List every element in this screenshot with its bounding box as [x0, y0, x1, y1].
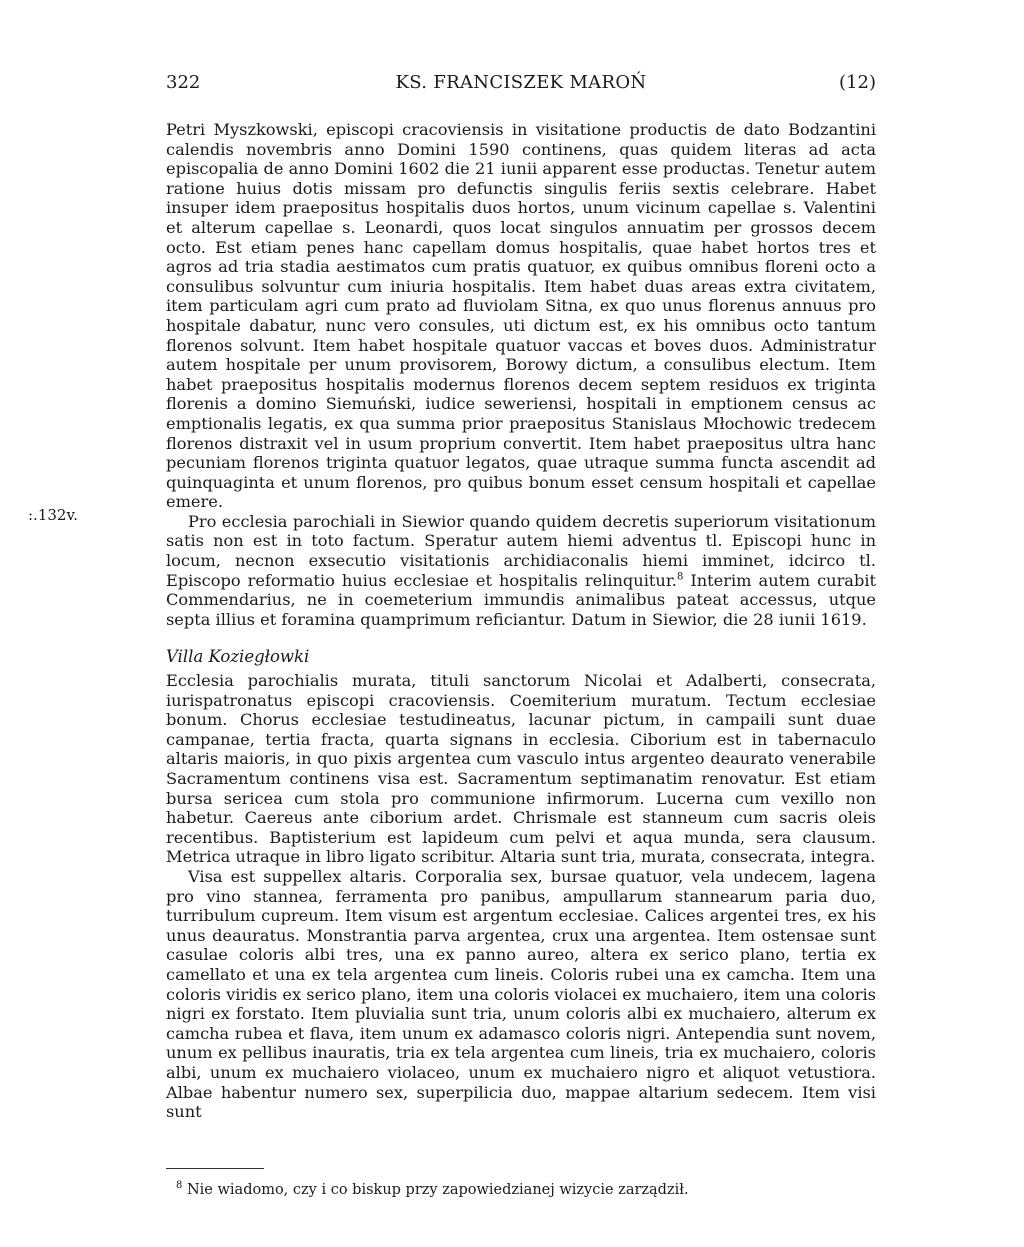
main-text	[166, 120, 876, 1122]
paragraph-continuation: Petri Myszkowski, episcopi cracoviensis in visitatione productis de dato Bodzantini calendis novembris anno Domini 1590 continens, quas quidem literas ad acta episcopalia de anno Domini 1602 die 21 iunii apparent esse productas. Tenetur autem ratione huius dotis missam pro defunctis singulis feriis sextis celebrare. Habet insuper idem praepositus hospitalis duos hortos, unum vicinum capellae s. Valentini et alterum capellae s. Leonardi, quos locat singulos annuatim per grossos decem octo. Est etiam penes hanc capellam domus hospitalis, quae habet hortos tres et agros ad tria stadia aestimatos cum pratis quatuor, ex quibus omnibus floreni octo a consulibus solvuntur cum iniuria hospitalis. Item habet duas areas extra civitatem, item particulam agri cum prato ad fluviolam Sitna, ex quo unus florenus annuus pro hospitale dabatur, nunc vero consules, uti dictum est, ex his omnibus octo tantum florenos solvunt. Item habet hospitale quatuor vaccas et boves duos. Administratur autem hospitale per unum provisorem, Borowy dictum, a consulibus electum. Item habet praepositus hospitalis modernus florenos decem septem residuos ex triginta florenis a domino Siemuński, iudice seweriensi, hospitali in emptionem census ac emptionalis legatis, ex qua summa prior praepositus Stanislaus Młochowic tredecem florenos distraxit vel in usum proprium convertit. Item habet praepositus ultra hanc pecuniam florenos triginta quatuor legatos, quae utraque summa functa ascendit ad quinquaginta et unum florenos, pro quibus bonum esset censum hospitali et capellae emere.	[166, 120, 876, 512]
running-head-title: KS. FRANCISZEK MAROŃ	[395, 72, 647, 93]
section-number: (12)	[839, 72, 876, 93]
folio-margin-note: :.132v.	[28, 506, 78, 524]
running-header	[166, 72, 876, 102]
paragraph-suppellex: Visa est suppellex altaris. Corporalia sex, bursae quatuor, vela undecem, lagena pro vino stannea, ferramenta pro panibus, ampullarum stannearum paria duo, turribulum cupreum. Item visum est argentum ecclesiae. Calices argentei tres, ex his unus deauratus. Monstrantia parva argentea, crux una argentea. Item ostensae sunt casulae coloris albi tres, una ex panno aureo, altera ex serico plano, tertia ex camellato et una ex tela argentea cum lineis. Coloris rubei una ex camcha. Item una coloris viridis ex serico plano, item una coloris violacei ex muchaiero, item una coloris nigri ex forstato. Item pluvialia sunt tria, unum coloris albi ex muchaiero, alterum ex camcha rubea et flava, item unum ex adamasco coloris nigri. Antependia sunt novem, unum ex pellibus inauratis, tria ex tela argentea cum lineis, tria ex muchaiero, coloris albi, unum ex muchaiero violaceo, unum ex muchaiero nigro et aliquot vetustiora. Albae habentur numero sex, superpilicia duo, mappae altarium sedecem. Item visi sunt	[166, 866, 876, 1122]
paragraph-siewior	[166, 512, 876, 630]
footnote-reference[interactable]: 8	[676, 571, 684, 583]
paragraph-text: Interim autem curabit Commendarius, ne in coemeterium immundis animalibus pateat accessus, utque septa illius et foramina quamprimum reficiantur. Datum in Siewior, die 28 iunii 1619.	[166, 570, 876, 629]
paragraph-ecclesia: Ecclesia parochialis murata, tituli sanctorum Nicolai et Adalberti, consecrata, iurispatronatus episcopi cracoviensis. Coemiterium muratum. Tectum ecclesiae bonum. Chorus ecclesiae testudineatus, lacunar pictum, in campaili sunt duae campanae, tertia fracta, quarta signans in ecclesia. Ciborium est in tabernaculo altaris maioris, in quo pixis argentea cum vasculo intus argenteo deaurato venerabile Sacramentum continens visa est. Sacramentum septimanatim renovatur. Est etiam bursa sericea cum stola pro communione infirmorum. Lucerna cum vexillo non habetur. Caereus ante ciborium ardet. Chrismale est stanneum cum sacris oleis recentibus. Baptisterium est lapideum cum pelvi et aqua munda, sera clausum. Metrica utraque in libro ligato scribitur. Altaria sunt tria, murata, consecrata, integra.	[166, 671, 876, 867]
paragraph-text: Pro ecclesia parochiali in Siewior quando quidem decretis superiorum visitationum satis non est in toto factum. Speratur autem hiemi adventus tl. Episcopi hunc in locum, necnon exsecutio visitationis archidiaconalis hiemi imminet, idcirco tl. Episcopo reformatio huius ecclesiae et hospitalis relinquitur.	[166, 511, 876, 590]
footnote	[176, 1181, 876, 1199]
footnote-divider	[166, 1168, 264, 1169]
footnote-text: Nie wiadomo, czy i co biskup przy zapowiedzianej wizycie zarządził.	[182, 1182, 689, 1198]
footnote-marker: 8	[176, 1180, 183, 1192]
page-number: 322	[166, 72, 201, 93]
section-heading: Villa Koziegłowki	[166, 647, 310, 667]
